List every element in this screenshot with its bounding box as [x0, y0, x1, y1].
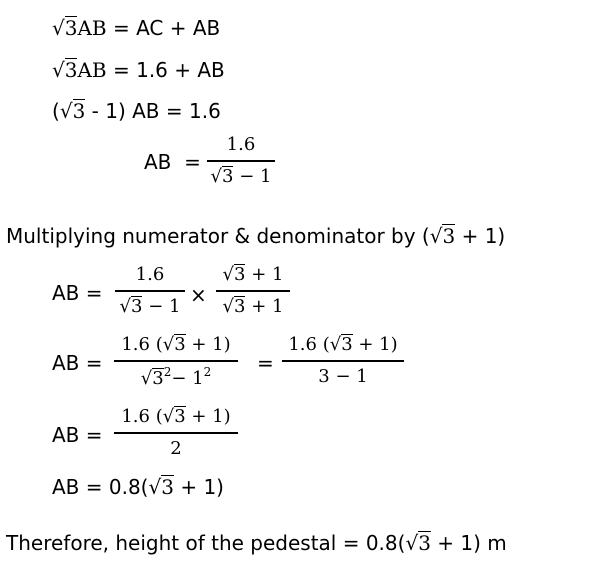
numerator: 1.6 [135, 264, 165, 285]
sqrt-expression: √3 [429, 224, 456, 248]
sqrt-expression: √3 [405, 531, 431, 555]
text-line-multiplying: Multiplying numerator & denominator by (√3 + 1) [6, 224, 506, 248]
denominator: 3 − 1 [318, 366, 368, 387]
sqrt-expression: √3 [59, 99, 86, 123]
fraction-bar [114, 360, 238, 362]
equation-line-9: AB = 0.8(√3 + 1) [52, 475, 224, 499]
sqrt-expression: √3 [148, 475, 174, 499]
equation-line-1: √3AB = AC + AB [52, 16, 221, 40]
fraction [207, 134, 275, 192]
equation-line-4-lhs: AB = [144, 150, 201, 174]
numerator: 1.6 (√3 + 1) [288, 334, 398, 355]
fraction-2 [216, 264, 290, 322]
denominator: $√3^2- 1^2$ [140, 365, 212, 389]
denominator: √3 + 1 [222, 296, 284, 317]
fraction-bar [207, 160, 275, 162]
sqrt-expression: √3 [52, 16, 78, 40]
fraction-bar [282, 360, 404, 362]
fraction-bar [114, 432, 238, 434]
equals-sign: = [257, 351, 274, 375]
denominator: 2 [170, 438, 182, 459]
equation-line-2: √3AB = 1.6 + AB [52, 58, 225, 82]
fraction-1 [114, 334, 238, 394]
fraction-bar [115, 290, 185, 292]
equation-line-8-lhs: AB = [52, 423, 103, 447]
denominator: √3 − 1 [210, 166, 272, 187]
times-sign: × [190, 283, 207, 307]
denominator: √3 − 1 [119, 296, 181, 317]
numerator: 1.6 [226, 134, 256, 155]
numerator: 1.6 (√3 + 1) [121, 334, 231, 355]
fraction-2 [282, 334, 404, 392]
fraction-bar [216, 290, 290, 292]
equation-line-7-lhs: AB = [52, 351, 103, 375]
sqrt-expression: √3 [52, 58, 78, 82]
equation-line-3: (√3 - 1) AB = 1.6 [52, 99, 221, 123]
conclusion-line: Therefore, height of the pedestal = 0.8(√3 + 1) m [6, 531, 507, 555]
fraction [114, 406, 238, 462]
fraction-1 [115, 264, 185, 322]
numerator: 1.6 (√3 + 1) [121, 406, 231, 427]
numerator: √3 + 1 [222, 264, 284, 285]
equation-line-6-lhs: AB = [52, 281, 103, 305]
